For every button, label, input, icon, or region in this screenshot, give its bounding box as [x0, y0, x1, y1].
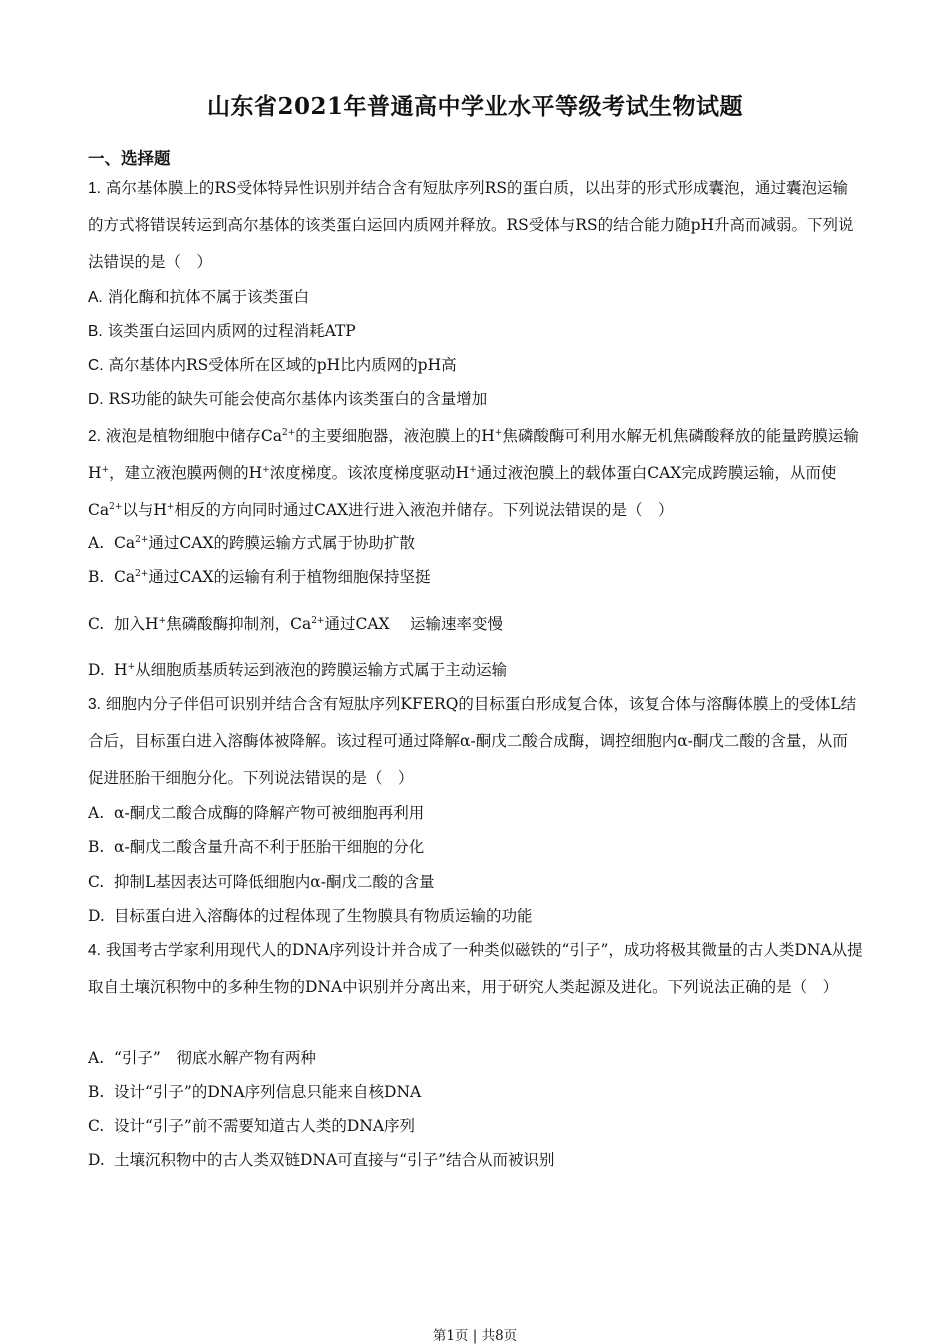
question-4: [88, 932, 863, 1006]
section-heading: 一、选择题: [88, 149, 171, 168]
option-c: [88, 871, 435, 893]
option-label: A.: [88, 289, 103, 306]
option-a: [88, 532, 415, 554]
option-text: 抑制L基因表达可降低细胞内α-酮戊二酸的含量: [114, 873, 435, 891]
option-label: A.: [88, 534, 105, 552]
stem-segment: ，建立液泡膜两侧的H: [109, 464, 263, 482]
superscript: 2+: [281, 428, 296, 438]
superscript: 2+: [135, 569, 149, 579]
option-text: Ca: [114, 534, 136, 552]
option-text: 从细胞质基质转运到液泡的跨膜运输方式属于主动运输: [135, 661, 508, 679]
question-number: 2.: [88, 428, 101, 445]
option-text: “引子” 彻底水解产物有两种: [114, 1049, 316, 1067]
option-label: B.: [88, 1083, 105, 1101]
option-c: [88, 613, 503, 635]
question-2: [88, 418, 863, 529]
question-number: 1.: [88, 180, 101, 197]
stem-segment: 以与H: [122, 501, 167, 519]
option-label: C.: [88, 873, 105, 891]
superscript: +: [494, 428, 503, 438]
option-a: [88, 286, 309, 309]
option-d: [88, 388, 487, 411]
question-4-text: 我国考古学家利用现代人的DNA序列设计并合成了一种类似磁铁的“引子”，成功将极其微量的古人类DNA从提取自土壤沉积物中的多种生物的DNA中识别并分离出来，用于研究人类起源及进化。下列说法正确的是（ ）: [88, 941, 863, 996]
stem-segment: 的主要细胞器，液泡膜上的H: [295, 427, 495, 445]
stem-segment: 焦磷酸酶可利用水解无机焦磷酸释放的能量跨膜运输H: [88, 427, 859, 482]
superscript: 2+: [109, 502, 123, 512]
question-2-stem: [88, 418, 863, 529]
question-1-stem: [88, 170, 863, 281]
option-label: C.: [88, 615, 105, 633]
option-text: 通过CAX 运输速率变慢: [324, 615, 503, 633]
option-a: [88, 1047, 316, 1069]
option-c: [88, 354, 457, 377]
question-number: 4.: [88, 942, 101, 959]
question-3-text: 细胞内分子伴侣可识别并结合含有短肽序列KFERQ的目标蛋白形成复合体，该复合体与溶酶体膜上的受体L结合后，目标蛋白进入溶酶体被降解。该过程可通过降解α-酮戊二酸合成酶，调控细胞内α-酮戊二酸的含量，从而促进胚胎干细胞分化。下列说法错误的是（ ）: [88, 695, 857, 787]
option-a: [88, 802, 424, 824]
option-label: D.: [88, 1151, 105, 1169]
option-label: B.: [88, 838, 105, 856]
stem-segment: 液泡是植物细胞中储存Ca: [105, 427, 282, 445]
option-text: H: [114, 661, 128, 679]
option-text: 目标蛋白进入溶酶体的过程体现了生物膜具有物质运输的功能: [114, 907, 533, 925]
superscript: +: [469, 465, 477, 475]
option-text: 通过CAX的跨膜运输方式属于协助扩散: [148, 534, 415, 552]
option-b: [88, 320, 356, 343]
option-d: [88, 1149, 555, 1171]
option-text: 设计“引子”前不需要知道古人类的DNA序列: [114, 1117, 416, 1135]
superscript: +: [158, 616, 167, 626]
question-4-stem: [88, 932, 863, 1006]
option-text: 加入H: [114, 615, 159, 633]
question-1-text: 高尔基体膜上的RS受体特异性识别并结合含有短肽序列RS的蛋白质，以出芽的形式形成囊泡，通过囊泡运输的方式将错误转运到高尔基体的该类蛋白运回内质网并释放。RS受体与RS的结合能力随pH升高而减弱。下列说法错误的是（ ）: [88, 179, 854, 271]
option-label: D.: [88, 907, 105, 925]
option-text: 通过CAX的运输有利于植物细胞保持坚挺: [148, 568, 431, 586]
option-b: [88, 836, 424, 858]
option-text: 高尔基体内RS受体所在区域的pH比内质网的pH高: [108, 356, 457, 374]
option-label: B.: [88, 568, 105, 586]
option-text: α-酮戊二酸合成酶的降解产物可被细胞再利用: [114, 804, 425, 822]
superscript: +: [262, 465, 270, 475]
question-number: 3.: [88, 696, 101, 713]
option-b: [88, 566, 430, 588]
option-text: 土壤沉积物中的古人类双链DNA可直接与“引子”结合从而被识别: [114, 1151, 555, 1169]
option-label: A.: [88, 804, 105, 822]
option-text: 设计“引子”的DNA序列信息只能来自核DNA: [114, 1083, 422, 1101]
option-c: [88, 1115, 415, 1137]
superscript: +: [166, 502, 175, 512]
option-d: [88, 659, 507, 681]
superscript: 2+: [135, 535, 149, 545]
option-text: RS功能的缺失可能会使高尔基体内该类蛋白的含量增加: [108, 390, 488, 408]
stem-segment: 通过液泡膜上的载体蛋白CAX完成跨膜运输，从而使Ca: [88, 464, 837, 519]
stem-segment: 相反的方向同时通过CAX进行进入液泡并储存。下列说法错误的是（ ）: [174, 501, 674, 519]
question-3: [88, 686, 863, 797]
superscript: +: [101, 465, 110, 475]
question-1: [88, 170, 863, 281]
option-label: C.: [88, 357, 104, 374]
option-label: C.: [88, 1117, 105, 1135]
option-b: [88, 1081, 421, 1103]
option-label: D.: [88, 661, 105, 679]
option-text: 消化酶和抗体不属于该类蛋白: [107, 288, 310, 306]
option-text: 焦磷酸酶抑制剂，Ca: [166, 615, 312, 633]
superscript: 2+: [311, 616, 325, 626]
option-label: A.: [88, 1049, 105, 1067]
question-3-stem: [88, 686, 863, 797]
exam-title: 山东省2021年普通高中学业水平等级考试生物试题: [206, 93, 743, 120]
superscript: +: [127, 662, 136, 672]
option-d: [88, 905, 533, 927]
option-text: Ca: [114, 568, 136, 586]
option-label: B.: [88, 323, 103, 340]
option-text: α-酮戊二酸含量升高不利于胚胎干细胞的分化: [114, 838, 425, 856]
option-text: 该类蛋白运回内质网的过程消耗ATP: [107, 322, 356, 340]
option-label: D.: [88, 391, 104, 408]
stem-segment: 浓度梯度。该浓度梯度驱动H: [269, 464, 470, 482]
page-footer: 第1页 | 共8页: [432, 1328, 518, 1344]
